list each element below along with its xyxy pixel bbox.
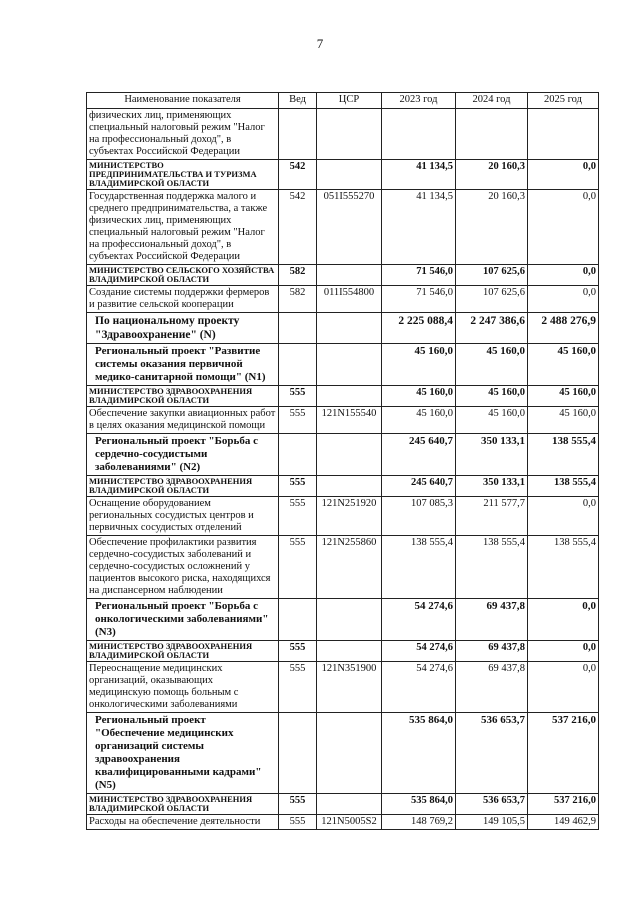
row-2024-cell — [456, 109, 528, 160]
row-2023-cell: 245 640,7 — [382, 434, 456, 476]
item-row — [87, 815, 599, 830]
row-csr-cell: 051I555270 — [317, 190, 382, 265]
row-ved-cell: 582 — [279, 286, 317, 313]
row-2024-cell: 69 437,8 — [456, 662, 528, 713]
row-2024-cell: 20 160,3 — [456, 190, 528, 265]
row-csr-cell: 121N155540 — [317, 407, 382, 434]
row-ved-cell: 555 — [279, 794, 317, 815]
row-2025-cell: 0,0 — [528, 599, 599, 641]
row-name-cell: Региональный проект "Обеспечение медицинских организаций системы здравоохранения квалифицированными кадрами" (N5) — [87, 713, 279, 794]
row-name-cell: Расходы на обеспечение деятельности — [87, 815, 279, 830]
row-2025-cell: 0,0 — [528, 265, 599, 286]
row-name-cell: Региональный проект "Борьба с онкологическими заболеваниями" (N3) — [87, 599, 279, 641]
row-ved-cell: 555 — [279, 386, 317, 407]
row-2023-cell: 2 225 088,4 — [382, 313, 456, 344]
row-2023-cell: 535 864,0 — [382, 713, 456, 794]
row-2023-cell: 45 160,0 — [382, 407, 456, 434]
row-2024-cell: 69 437,8 — [456, 641, 528, 662]
row-2024-cell: 536 653,7 — [456, 713, 528, 794]
row-ved-cell — [279, 599, 317, 641]
row-2023-cell: 107 085,3 — [382, 497, 456, 536]
row-2024-cell: 211 577,7 — [456, 497, 528, 536]
row-ved-cell: 555 — [279, 815, 317, 830]
row-name-cell: МИНИСТЕРСТВО ЗДРАВООХРАНЕНИЯ ВЛАДИМИРСКОЙ ОБЛАСТИ — [87, 386, 279, 407]
row-2023-cell: 245 640,7 — [382, 476, 456, 497]
row-ved-cell — [279, 109, 317, 160]
item-row — [87, 662, 599, 713]
row-2025-cell: 138 555,4 — [528, 476, 599, 497]
row-name-cell: Региональный проект "Борьба с сердечно-сосудистыми заболеваниями" (N2) — [87, 434, 279, 476]
row-name-cell: МИНИСТЕРСТВО СЕЛЬСКОГО ХОЗЯЙСТВА ВЛАДИМИРСКОЙ ОБЛАСТИ — [87, 265, 279, 286]
ministry-row — [87, 160, 599, 190]
row-csr-cell — [317, 265, 382, 286]
column-header-csr: ЦСР — [317, 93, 382, 109]
row-ved-cell: 555 — [279, 641, 317, 662]
column-header-2024: 2024 год — [456, 93, 528, 109]
row-ved-cell: 555 — [279, 497, 317, 536]
row-csr-cell — [317, 476, 382, 497]
row-2024-cell: 69 437,8 — [456, 599, 528, 641]
row-csr-cell: 121N251920 — [317, 497, 382, 536]
row-2024-cell: 45 160,0 — [456, 407, 528, 434]
item-row — [87, 109, 599, 160]
row-csr-cell: 121N255860 — [317, 536, 382, 599]
row-name-cell: Переоснащение медицинских организаций, оказывающих медицинскую помощь больным с онкологическими заболеваниями — [87, 662, 279, 713]
row-2023-cell: 45 160,0 — [382, 386, 456, 407]
row-2024-cell: 149 105,5 — [456, 815, 528, 830]
row-csr-cell: 121N5005S2 — [317, 815, 382, 830]
row-name-cell: Региональный проект "Развитие системы оказания первичной медико-санитарной помощи" (N1) — [87, 344, 279, 386]
row-2023-cell: 71 546,0 — [382, 286, 456, 313]
row-csr-cell — [317, 344, 382, 386]
row-ved-cell: 542 — [279, 190, 317, 265]
row-csr-cell — [317, 386, 382, 407]
page-number: 7 — [316, 36, 324, 51]
row-2025-cell: 2 488 276,9 — [528, 313, 599, 344]
row-2023-cell: 138 555,4 — [382, 536, 456, 599]
row-csr-cell — [317, 794, 382, 815]
row-ved-cell: 542 — [279, 160, 317, 190]
row-2024-cell: 107 625,6 — [456, 265, 528, 286]
ministry-row — [87, 476, 599, 497]
row-2025-cell: 0,0 — [528, 641, 599, 662]
row-name-cell: Создание системы поддержки фермеров и развитие сельской кооперации — [87, 286, 279, 313]
project-row — [87, 434, 599, 476]
column-header-ved: Вед — [279, 93, 317, 109]
national-row — [87, 313, 599, 344]
row-name-cell: Государственная поддержка малого и среднего предпринимательства, а также физических лиц, применяющих специальный налоговый режим "Налог на профессиональный доход", в субъектах Российской Федерации — [87, 190, 279, 265]
row-ved-cell — [279, 344, 317, 386]
row-csr-cell — [317, 313, 382, 344]
row-2023-cell: 71 546,0 — [382, 265, 456, 286]
row-csr-cell — [317, 160, 382, 190]
row-2025-cell: 0,0 — [528, 160, 599, 190]
ministry-row — [87, 641, 599, 662]
row-ved-cell: 555 — [279, 662, 317, 713]
row-name-cell: МИНИСТЕРСТВО ПРЕДПРИНИМАТЕЛЬСТВА И ТУРИЗМА ВЛАДИМИРСКОЙ ОБЛАСТИ — [87, 160, 279, 190]
project-row — [87, 599, 599, 641]
row-2025-cell: 0,0 — [528, 286, 599, 313]
row-name-cell: МИНИСТЕРСТВО ЗДРАВООХРАНЕНИЯ ВЛАДИМИРСКОЙ ОБЛАСТИ — [87, 476, 279, 497]
row-ved-cell — [279, 713, 317, 794]
column-header-2025: 2025 год — [528, 93, 599, 109]
row-2024-cell: 20 160,3 — [456, 160, 528, 190]
row-2025-cell: 45 160,0 — [528, 386, 599, 407]
row-2025-cell: 0,0 — [528, 497, 599, 536]
ministry-row — [87, 265, 599, 286]
row-2024-cell: 107 625,6 — [456, 286, 528, 313]
item-row — [87, 497, 599, 536]
row-2025-cell: 537 216,0 — [528, 794, 599, 815]
row-2025-cell: 537 216,0 — [528, 713, 599, 794]
row-csr-cell — [317, 713, 382, 794]
row-2024-cell: 350 133,1 — [456, 434, 528, 476]
row-2024-cell: 350 133,1 — [456, 476, 528, 497]
table-header-row — [87, 93, 599, 109]
item-row — [87, 286, 599, 313]
table-body — [87, 109, 599, 830]
row-name-cell: МИНИСТЕРСТВО ЗДРАВООХРАНЕНИЯ ВЛАДИМИРСКОЙ ОБЛАСТИ — [87, 641, 279, 662]
row-2025-cell: 138 555,4 — [528, 434, 599, 476]
row-name-cell: По национальному проекту "Здравоохранение" (N) — [87, 313, 279, 344]
row-csr-cell: 011I554800 — [317, 286, 382, 313]
row-2023-cell — [382, 109, 456, 160]
row-2024-cell: 2 247 386,6 — [456, 313, 528, 344]
row-2025-cell: 149 462,9 — [528, 815, 599, 830]
row-2024-cell: 138 555,4 — [456, 536, 528, 599]
row-2023-cell: 54 274,6 — [382, 662, 456, 713]
row-name-cell: Обеспечение профилактики развития сердечно-сосудистых заболеваний и сердечно-сосудистых осложнений у пациентов высокого риска, находящихся на диспансерном наблюдении — [87, 536, 279, 599]
item-row — [87, 407, 599, 434]
row-2025-cell: 138 555,4 — [528, 536, 599, 599]
row-ved-cell: 582 — [279, 265, 317, 286]
row-ved-cell — [279, 313, 317, 344]
project-row — [87, 713, 599, 794]
row-2024-cell: 536 653,7 — [456, 794, 528, 815]
project-row — [87, 344, 599, 386]
row-2023-cell: 54 274,6 — [382, 599, 456, 641]
column-header-name: Наименование показателя — [87, 93, 279, 109]
row-2023-cell: 148 769,2 — [382, 815, 456, 830]
item-row — [87, 536, 599, 599]
row-2025-cell: 45 160,0 — [528, 344, 599, 386]
row-2024-cell: 45 160,0 — [456, 344, 528, 386]
row-name-cell: физических лиц, применяющих специальный налоговый режим "Налог на профессиональный доход", в субъектах Российской Федерации — [87, 109, 279, 160]
row-2023-cell: 41 134,5 — [382, 190, 456, 265]
row-ved-cell — [279, 434, 317, 476]
ministry-row — [87, 386, 599, 407]
row-2023-cell: 54 274,6 — [382, 641, 456, 662]
row-csr-cell — [317, 109, 382, 160]
row-ved-cell: 555 — [279, 536, 317, 599]
row-2024-cell: 45 160,0 — [456, 386, 528, 407]
row-2025-cell: 0,0 — [528, 662, 599, 713]
ministry-row — [87, 794, 599, 815]
row-2025-cell — [528, 109, 599, 160]
row-csr-cell — [317, 434, 382, 476]
row-name-cell: МИНИСТЕРСТВО ЗДРАВООХРАНЕНИЯ ВЛАДИМИРСКОЙ ОБЛАСТИ — [87, 794, 279, 815]
row-2025-cell: 0,0 — [528, 190, 599, 265]
item-row — [87, 190, 599, 265]
row-csr-cell: 121N351900 — [317, 662, 382, 713]
row-2023-cell: 45 160,0 — [382, 344, 456, 386]
row-csr-cell — [317, 599, 382, 641]
budget-table — [86, 92, 599, 830]
row-ved-cell: 555 — [279, 476, 317, 497]
row-2025-cell: 45 160,0 — [528, 407, 599, 434]
row-name-cell: Оснащение оборудованием региональных сосудистых центров и первичных сосудистых отделений — [87, 497, 279, 536]
row-csr-cell — [317, 641, 382, 662]
column-header-2023: 2023 год — [382, 93, 456, 109]
row-name-cell: Обеспечение закупки авиационных работ в целях оказания медицинской помощи — [87, 407, 279, 434]
row-2023-cell: 41 134,5 — [382, 160, 456, 190]
row-2023-cell: 535 864,0 — [382, 794, 456, 815]
row-ved-cell: 555 — [279, 407, 317, 434]
